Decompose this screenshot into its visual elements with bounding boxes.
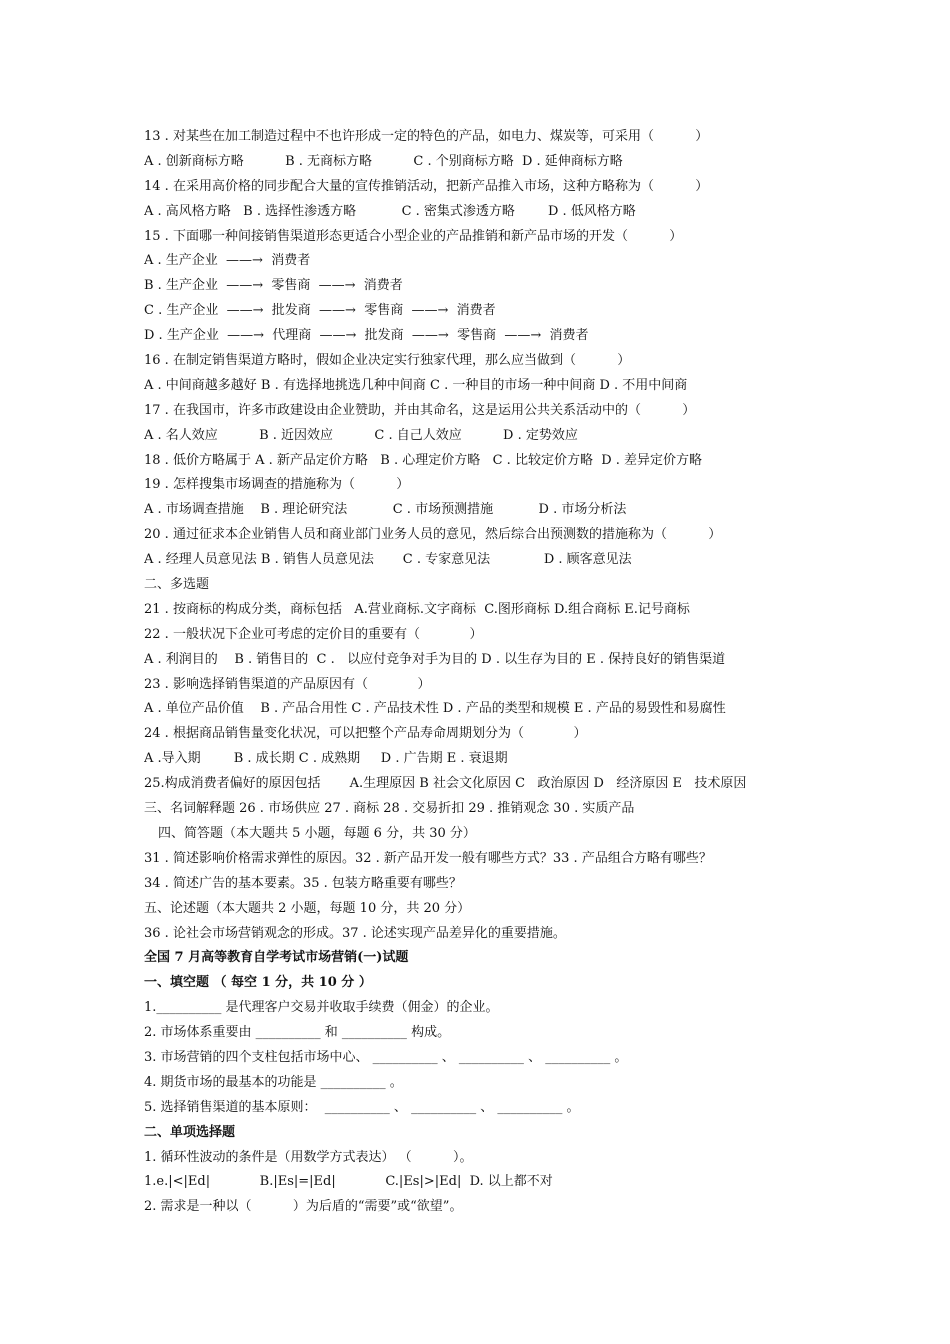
blank-2: 2. 市场体系重要由 __________ 和 __________ 构成。: [144, 1025, 451, 1041]
exam-title: 全国 7 月高等教育自学考试市场营销(一)试题: [144, 950, 409, 966]
question-15-option-d: D . 生产企业 ——→ 代理商 ——→ 批发商 ——→ 零售商 ——→ 消费者: [144, 328, 589, 344]
document-body: [144, 125, 824, 1220]
question-17: 17 . 在我国市，许多市政建设由企业赞助，并由其命名，这是运用公共关系活动中的（ ）: [144, 402, 696, 418]
section-multiple-choice: 二、多选题: [144, 577, 210, 593]
question-19: 19 . 怎样搜集市场调查的措施称为（ ）: [144, 477, 410, 493]
question-19-options: A . 市场调查措施 B . 理论研究法 C . 市场预测措施 D . 市场分析法: [144, 502, 627, 518]
question-13-options: A . 创新商标方略 B . 无商标方略 C . 个别商标方略 D . 延伸商标方略: [144, 153, 623, 169]
questions-34-35: 34 . 简述广告的基本要素。35 . 包装方略重要有哪些？: [144, 875, 462, 891]
question-15-option-a: A . 生产企业 ——→ 消费者: [144, 253, 311, 269]
question-20-options: A . 经理人员意见法 B . 销售人员意见法 C . 专家意见法 D . 顾客意见法: [144, 552, 632, 568]
question-16: 16 . 在制定销售渠道方略时，假如企业决定实行独家代理，那么应当做到（ ）: [144, 353, 631, 369]
question-15-option-c: C . 生产企业 ——→ 批发商 ——→ 零售商 ——→ 消费者: [144, 303, 496, 319]
section-single-choice: 二、单项选择题: [144, 1124, 236, 1140]
questions-31-33: 31 . 简述影响价格需求弹性的原因。32 . 新产品开发一般有哪些方式？33 . 产品组合方略有哪些？: [144, 850, 712, 866]
question-25: 25.构成消费者偏好的原因包括 A.生理原因 B 社会文化原因 C 政治原因 D 经济原因 E 技术原因: [144, 776, 747, 792]
question-16-options: A . 中间商越多越好 B . 有选择地挑选几种中间商 C . 一种目的市场一种中间商 D . 不用中间商: [144, 377, 688, 393]
single-choice-2: 2. 需求是一种以（ ）为后盾的“需要”或“欲望”。: [144, 1199, 463, 1215]
blank-4: 4. 期货市场的最基本的功能是 __________ 。: [144, 1074, 403, 1090]
question-17-options: A . 名人效应 B . 近因效应 C . 自己人效应 D . 定势效应: [144, 427, 578, 443]
blank-1: 1.__________ 是代理客户交易并收取手续费（佣金）的企业。: [144, 1000, 499, 1016]
blank-3: 3. 市场营销的四个支柱包括市场中心、 __________ 、 __________ 、 __________ 。: [144, 1049, 628, 1065]
single-choice-1: 1. 循环性波动的条件是（用数学方式表达） （ ）。: [144, 1149, 473, 1165]
question-23: 23 . 影响选择销售渠道的产品原因有（ ）: [144, 676, 431, 692]
question-24: 24 . 根据商品销售量变化状况，可以把整个产品寿命周期划分为（ ）: [144, 726, 587, 742]
question-14-options: A . 高风格方略 B . 选择性渗透方略 C . 密集式渗透方略 D . 低风格方略: [144, 203, 636, 219]
blank-5: 5. 选择销售渠道的基本原则： __________ 、 __________ 、 __________ 。: [144, 1099, 580, 1115]
questions-36-37: 36 . 论社会市场营销观念的形成。37 . 论述实现产品差异化的重要措施。: [144, 925, 566, 941]
question-21: 21 . 按商标的构成分类，商标包括 A.营业商标.文字商标 C.图形商标 D.组合商标 E.记号商标: [144, 601, 690, 617]
section-fill-blank: 一、填空题 （ 每空 1 分，共 10 分 ）: [144, 975, 372, 991]
question-14: 14 . 在采用高价格的同步配合大量的宣传推销活动，把新产品推入市场，这种方略称为（ ）: [144, 178, 709, 194]
question-15-option-b: B . 生产企业 ——→ 零售商 ——→ 消费者: [144, 278, 403, 294]
section-short-answer: 四、简答题（本大题共 5 小题，每题 6 分，共 30 分）: [158, 825, 476, 841]
question-18: 18 . 低价方略属于 A . 新产品定价方略 B . 心理定价方略 C . 比较定价方略 D . 差异定价方略: [144, 452, 703, 468]
section-essay: 五、论述题（本大题共 2 小题，每题 10 分，共 20 分）: [144, 900, 471, 916]
question-20: 20 . 通过征求本企业销售人员和商业部门业务人员的意见，然后综合出预测数的措施称为（ ）: [144, 527, 722, 543]
single-choice-1-options: 1.e.|<|Ed| B.|Es|=|Ed| C.|Es|>|Ed| D. 以上都不对: [144, 1174, 553, 1190]
question-15: 15 . 下面哪一种间接销售渠道形态更适合小型企业的产品推销和新产品市场的开发（ ）: [144, 228, 683, 244]
question-23-options: A . 单位产品价值 B . 产品合用性 C . 产品技术性 D . 产品的类型和规模 E . 产品的易毁性和易腐性: [144, 701, 726, 717]
section-terms: 三、名词解释题 26 . 市场供应 27 . 商标 28 . 交易折扣 29 . 推销观念 30 . 实质产品: [144, 801, 635, 817]
question-22: 22 . 一般状况下企业可考虑的定价目的重要有（ ）: [144, 626, 483, 642]
question-13: 13 . 对某些在加工制造过程中不也许形成一定的特色的产品，如电力、煤炭等，可采用（ ）: [144, 129, 709, 144]
question-24-options: A .导入期 B . 成长期 C . 成熟期 D . 广告期 E . 衰退期: [144, 751, 508, 767]
question-22-options: A . 利润目的 B . 销售目的 C . 以应付竞争对手为目的 D . 以生存为目的 E . 保持良好的销售渠道: [144, 651, 726, 667]
